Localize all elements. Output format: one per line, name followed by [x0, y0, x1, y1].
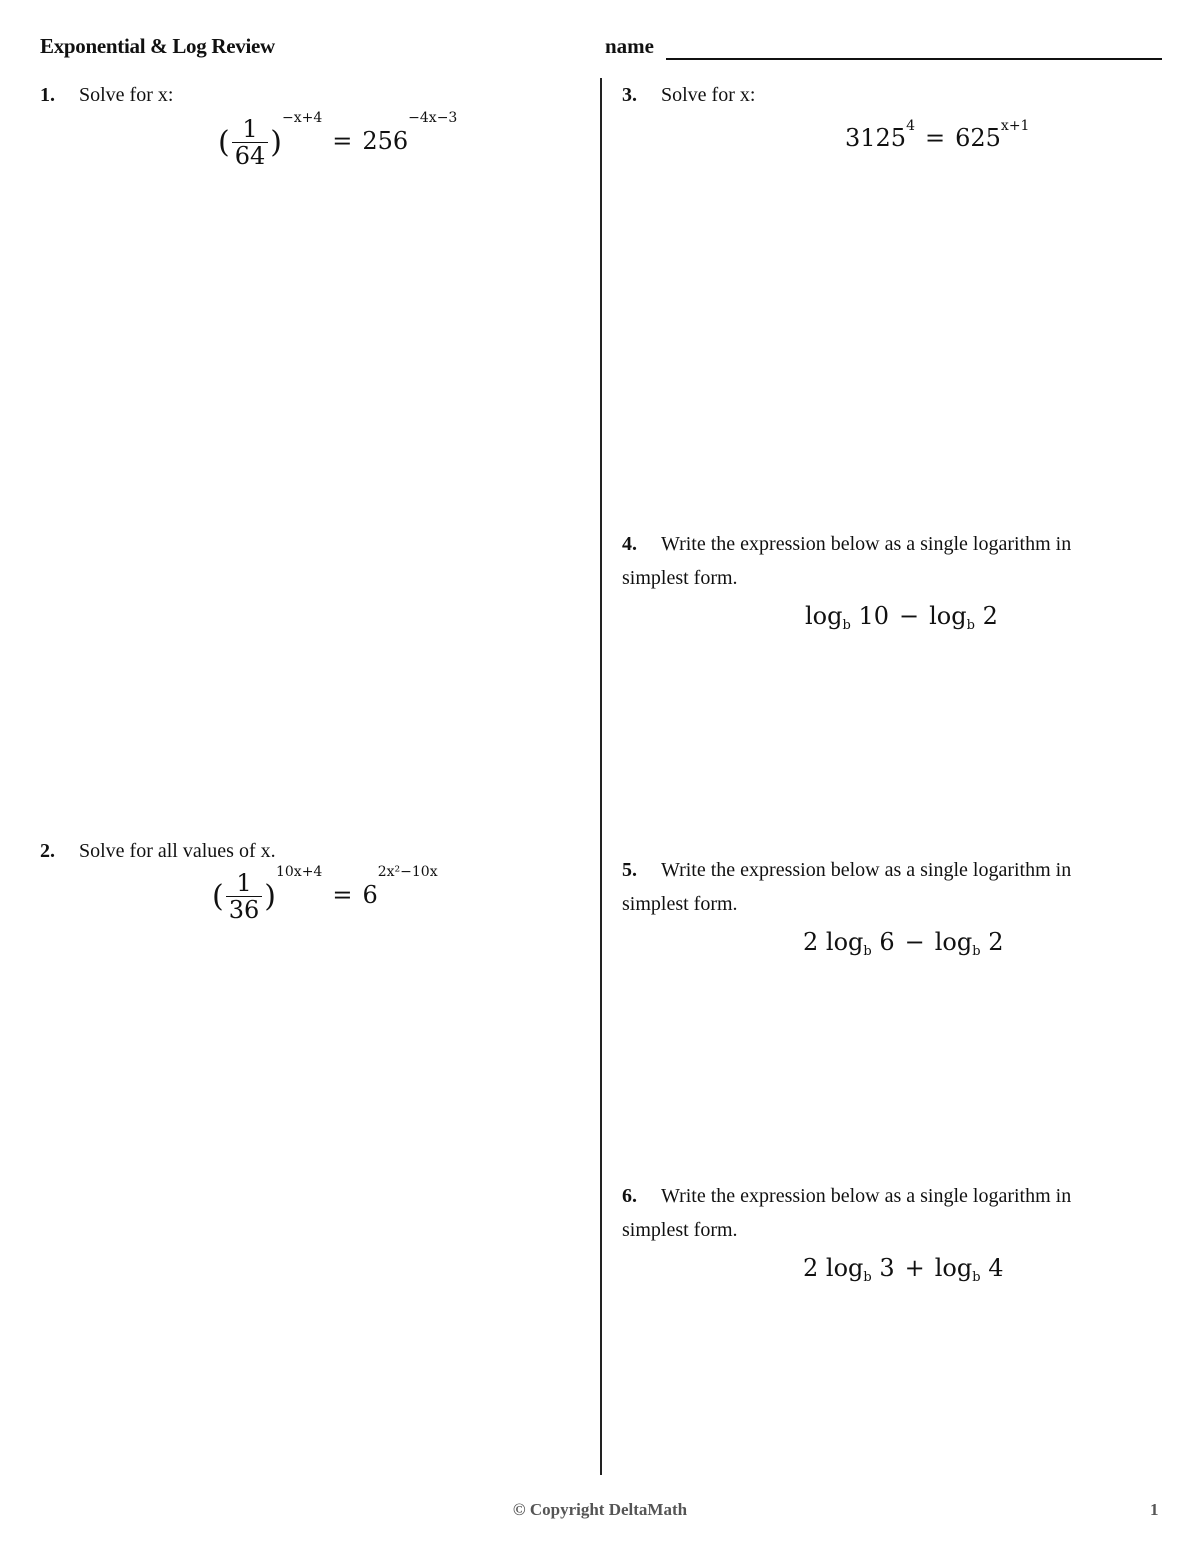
name-label: name [605, 34, 654, 58]
problem-prompt: Write the expression below as a single logarithm in simplest form. [622, 533, 1072, 589]
problem-number: 1. [40, 84, 55, 106]
copyright-notice: © Copyright DeltaMath [512, 1500, 688, 1519]
problem-1 [40, 84, 173, 107]
problem-5-expression: 2 $\log_b 6 - \log_b 2$ [803, 928, 1004, 959]
problem-prompt: Solve for all values of x. [79, 840, 276, 862]
problem-number: 4. [622, 533, 637, 555]
problem-prompt: Solve for x: [661, 84, 756, 106]
problem-4 [622, 528, 1142, 596]
worksheet-title: Exponential & Log Review [40, 34, 275, 58]
problem-1-equation: ( $\frac{1}{64}$ )$^{-x+4}= 256^{-4x-3}$ [218, 110, 458, 170]
problem-2 [40, 840, 276, 863]
problem-6 [622, 1180, 1142, 1248]
problem-4-expression: $\log_b 10 - \log_b 2$ [805, 602, 998, 633]
problem-2-equation: ( $\frac{1}{36}$ )$^{10x+4}= 6^{2x^2-10x}$ [212, 864, 438, 924]
column-divider [600, 78, 602, 1475]
problem-3 [622, 84, 755, 107]
page-number: 1 [1150, 1500, 1159, 1519]
problem-prompt: Write the expression below as a single logarithm in simplest form. [622, 859, 1072, 915]
problem-number: 5. [622, 859, 637, 881]
problem-5 [622, 854, 1142, 922]
problem-prompt: Write the expression below as a single logarithm in simplest form. [622, 1185, 1072, 1241]
name-line [666, 58, 1162, 60]
problem-number: 6. [622, 1185, 637, 1207]
fraction: $\frac{1}{64}$ [232, 116, 269, 169]
problem-prompt: Solve for x: [79, 84, 174, 106]
problem-number: 2. [40, 840, 55, 862]
fraction: $\frac{1}{36}$ [226, 870, 263, 923]
problem-number: 3. [622, 84, 637, 106]
problem-3-equation: $3125^4 = 625^{x+1}$ [845, 118, 1030, 152]
problem-6-expression: 2 $\log_b 3 + \log_b 4$ [803, 1254, 1004, 1285]
